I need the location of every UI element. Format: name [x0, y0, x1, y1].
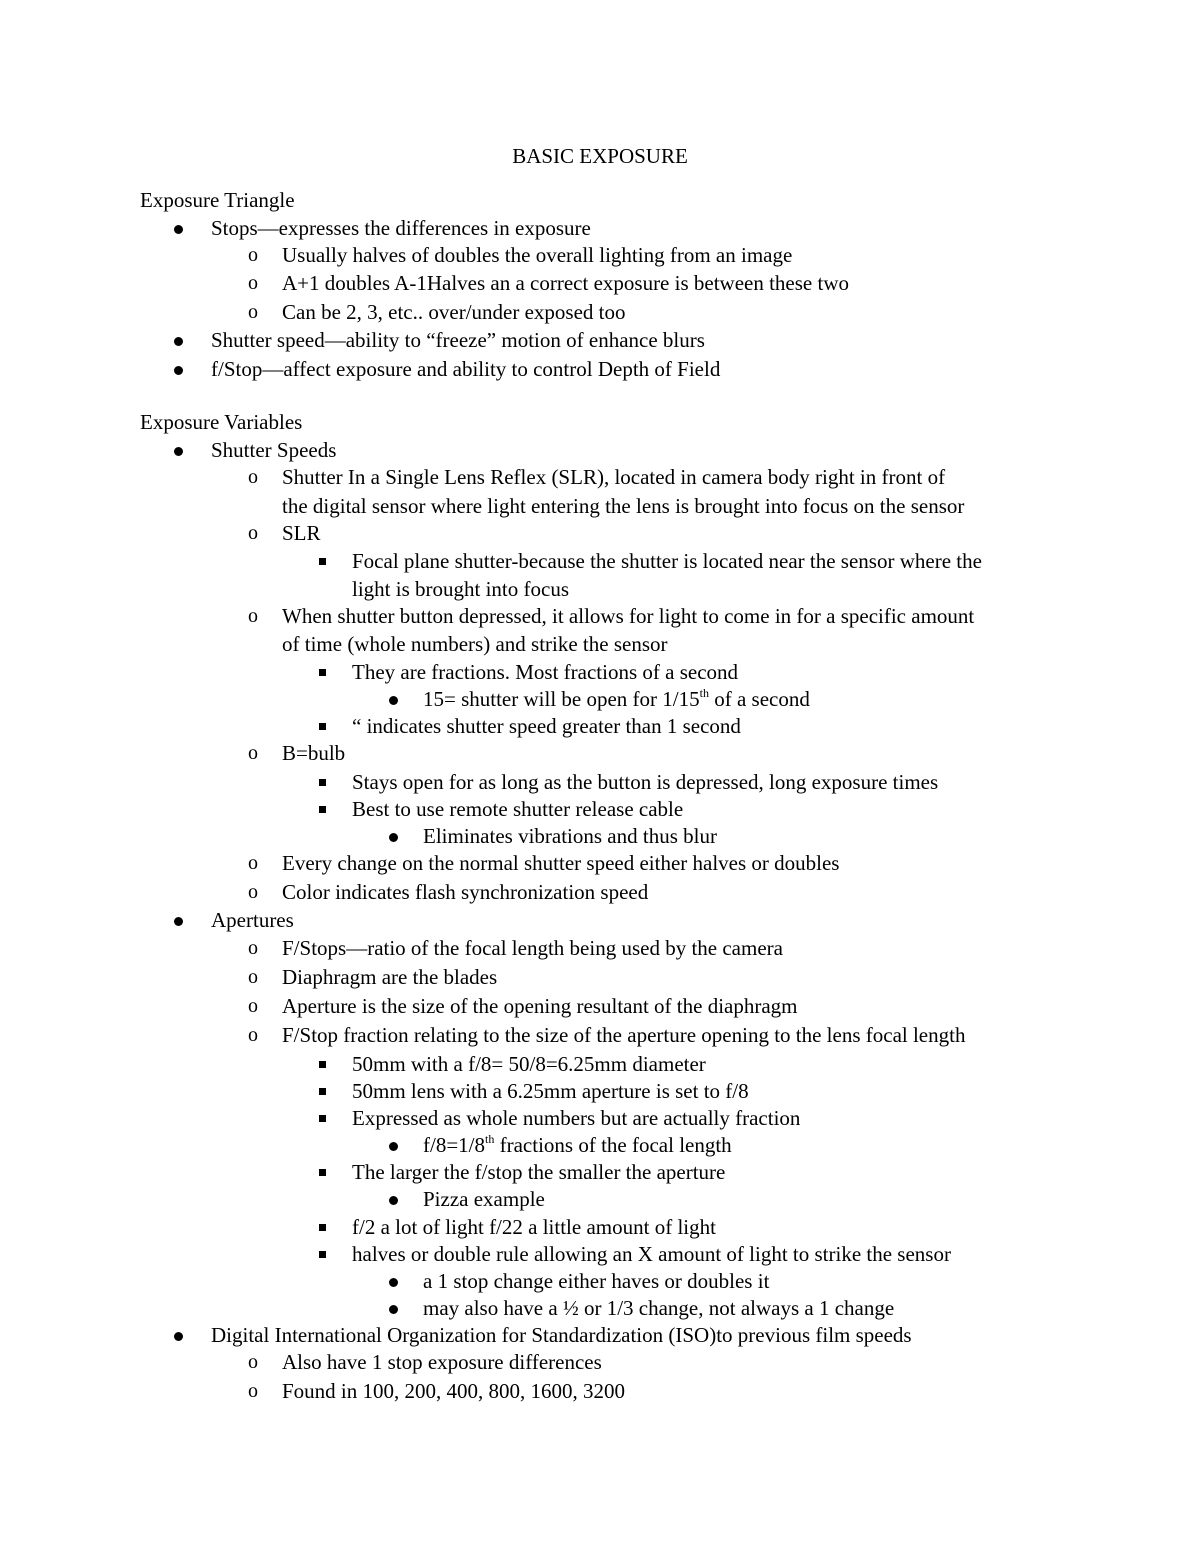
- list-item-text: of time (whole numbers) and strike the sensor: [282, 632, 668, 656]
- list-item-text: Aperture is the size of the opening resultant of the diaphragm: [282, 994, 798, 1018]
- list-item-text: the digital sensor where light entering the lens is brought into focus on the sensor: [282, 494, 965, 518]
- list-item-text: Pizza example: [423, 1187, 545, 1211]
- list-item-text: The larger the f/stop the smaller the aperture: [352, 1160, 726, 1184]
- list-item-text-part: of a second: [708, 687, 810, 711]
- list-item-text: f/2 a lot of light f/22 a little amount of light: [352, 1215, 716, 1239]
- bullet-icon: [174, 225, 183, 234]
- superscript: th: [699, 686, 709, 700]
- list-item-text: light is brought into focus: [352, 577, 569, 601]
- bullet-icon: [174, 917, 183, 926]
- bullet-icon: [174, 1332, 183, 1341]
- list-item-text-part: 15= shutter will be open for 1/15: [423, 687, 700, 711]
- list-item-text: Found in 100, 200, 400, 800, 1600, 3200: [282, 1379, 626, 1403]
- circle-bullet-icon: o: [248, 272, 258, 294]
- circle-bullet-icon: o: [248, 937, 258, 959]
- circle-bullet-icon: o: [248, 995, 258, 1017]
- section-heading-text: Exposure Variables: [140, 410, 303, 434]
- list-item-text: may also have a ½ or 1/3 change, not always a 1 change: [423, 1296, 895, 1320]
- circle-bullet-icon: o: [248, 881, 258, 903]
- list-item-text: F/Stops—ratio of the focal length being used by the camera: [282, 936, 783, 960]
- list-item-text: Apertures: [211, 908, 294, 932]
- square-bullet-icon: [319, 806, 326, 813]
- circle-bullet-icon: o: [248, 1380, 258, 1402]
- superscript: th: [485, 1132, 495, 1146]
- list-item-text: Also have 1 stop exposure differences: [282, 1350, 602, 1374]
- circle-bullet-icon: o: [248, 605, 258, 627]
- square-bullet-icon: [319, 1224, 326, 1231]
- list-item-text: Stays open for as long as the button is depressed, long exposure times: [352, 770, 939, 794]
- square-bullet-icon: [319, 1088, 326, 1095]
- list-item-text: Focal plane shutter-because the shutter is located near the sensor where the: [352, 549, 982, 573]
- circle-bullet-icon: o: [248, 1351, 258, 1373]
- list-item-text: “ indicates shutter speed greater than 1 second: [352, 714, 741, 738]
- list-item-text: [423, 1132, 732, 1159]
- bullet-icon: [389, 1305, 398, 1314]
- list-item-text: [423, 686, 810, 713]
- bullet-icon: [174, 447, 183, 456]
- list-item-text: A+1 doubles A-1Halves an a correct exposure is between these two: [282, 271, 849, 295]
- list-item-text: Shutter Speeds: [211, 438, 337, 462]
- square-bullet-icon: [319, 669, 326, 676]
- bullet-icon: [174, 337, 183, 346]
- list-item-text: a 1 stop change either haves or doubles it: [423, 1269, 770, 1293]
- bullet-icon: [389, 1196, 398, 1205]
- list-item-text: Shutter In a Single Lens Reflex (SLR), located in camera body right in front of: [282, 465, 946, 489]
- bullet-icon: [174, 366, 183, 375]
- square-bullet-icon: [319, 1169, 326, 1176]
- square-bullet-icon: [319, 1115, 326, 1122]
- bullet-icon: [389, 1278, 398, 1287]
- list-item-text: Every change on the normal shutter speed either halves or doubles: [282, 851, 840, 875]
- circle-bullet-icon: o: [248, 1024, 258, 1046]
- bullet-icon: [389, 833, 398, 842]
- list-item-text: Color indicates flash synchronization speed: [282, 880, 649, 904]
- bullet-icon: [389, 1142, 398, 1151]
- list-item-text: 50mm lens with a 6.25mm aperture is set to f/8: [352, 1079, 749, 1103]
- section-heading-text: Exposure Triangle: [140, 188, 295, 212]
- list-item-text: Can be 2, 3, etc.. over/under exposed too: [282, 300, 626, 324]
- square-bullet-icon: [319, 779, 326, 786]
- bullet-icon: [389, 696, 398, 705]
- list-item-text: They are fractions. Most fractions of a second: [352, 660, 739, 684]
- circle-bullet-icon: o: [248, 522, 258, 544]
- circle-bullet-icon: o: [248, 852, 258, 874]
- list-item-text: Eliminates vibrations and thus blur: [423, 824, 717, 848]
- square-bullet-icon: [319, 558, 326, 565]
- page-title: BASIC EXPOSURE: [512, 144, 688, 168]
- list-item-text: f/Stop—affect exposure and ability to control Depth of Field: [211, 357, 721, 381]
- list-item-text: Stops—expresses the differences in exposure: [211, 216, 591, 240]
- list-item-text: Diaphragm are the blades: [282, 965, 498, 989]
- circle-bullet-icon: o: [248, 966, 258, 988]
- list-item-text: When shutter button depressed, it allows for light to come in for a specific amount: [282, 604, 975, 628]
- circle-bullet-icon: o: [248, 466, 258, 488]
- circle-bullet-icon: o: [248, 301, 258, 323]
- list-item-text: Best to use remote shutter release cable: [352, 797, 684, 821]
- list-item-text: Expressed as whole numbers but are actually fraction: [352, 1106, 801, 1130]
- list-item-text: Shutter speed—ability to “freeze” motion of enhance blurs: [211, 328, 705, 352]
- list-item-text: Digital International Organization for Standardization (ISO)to previous film speeds: [211, 1323, 912, 1347]
- list-item-text: Usually halves of doubles the overall lighting from an image: [282, 243, 793, 267]
- list-item-text: SLR: [282, 521, 321, 545]
- list-item-text: B=bulb: [282, 741, 346, 765]
- square-bullet-icon: [319, 723, 326, 730]
- list-item-text: 50mm with a f/8= 50/8=6.25mm diameter: [352, 1052, 706, 1076]
- list-item-text-part: f/8=1/8: [423, 1133, 486, 1157]
- circle-bullet-icon: o: [248, 244, 258, 266]
- circle-bullet-icon: o: [248, 742, 258, 764]
- list-item-text-part: fractions of the focal length: [494, 1133, 732, 1157]
- list-item-text: F/Stop fraction relating to the size of the aperture opening to the lens focal length: [282, 1023, 966, 1047]
- square-bullet-icon: [319, 1251, 326, 1258]
- square-bullet-icon: [319, 1061, 326, 1068]
- list-item-text: halves or double rule allowing an X amount of light to strike the sensor: [352, 1242, 951, 1266]
